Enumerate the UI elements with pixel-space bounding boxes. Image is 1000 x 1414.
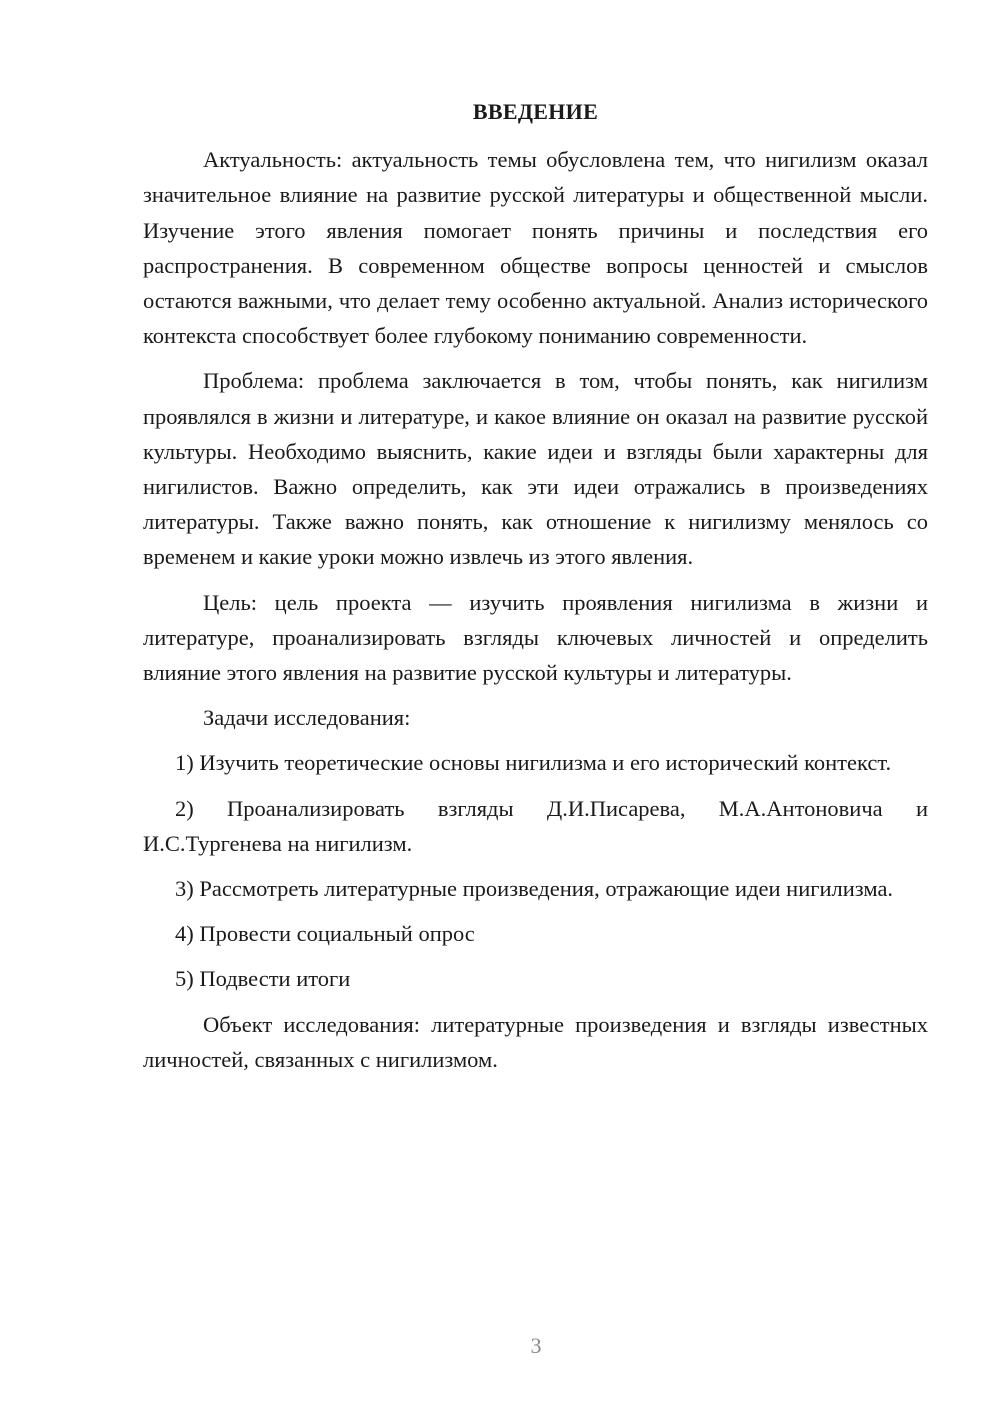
tasks-heading: Задачи исследования: xyxy=(203,705,411,731)
object-paragraph: Объект исследования: литературные произведения и взгляды известных личностей, связанных с нигилизмом. xyxy=(143,1011,928,1072)
relevance-paragraph: Актуальность: актуальность темы обусловлена тем, что нигилизм оказал значительное влияние на развитие русской литературы и общественной мысли. Изучение этого явления помогает понять причины и последствия его распространения. В современном обществе вопросы ценностей и смыслов остаются важными, что делает тему особенно актуальной. Анализ исторического контекста способствует более глубокому пониманию современности. xyxy=(143,147,928,349)
page-number: 3 xyxy=(530,1333,542,1358)
task-item-5: 5) Подвести итоги xyxy=(175,966,351,992)
goal-paragraph: Цель: цель проекта — изучить проявления нигилизма в жизни и литературе, проанализировать взгляды ключевых личностей и определить влияние этого явления на развитие русской культуры и литературы. xyxy=(143,589,928,686)
page-title: ВВЕДЕНИЕ xyxy=(472,99,599,124)
task-item-4: 4) Провести социальный опрос xyxy=(175,921,475,947)
task-item-1: 1) Изучить теоретические основы нигилизма и его исторический контекст. xyxy=(175,750,892,776)
problem-paragraph: Проблема: проблема заключается в том, чтобы понять, как нигилизм проявлялся в жизни и литературе, и какое влияние он оказал на развитие русской культуры. Необходимо выяснить, какие идеи и взгляды были характерны для нигилистов. Важно определить, как эти идеи отражались в произведениях литературы. Также важно понять, как отношение к нигилизму менялось со временем и какие уроки можно извлечь из этого явления. xyxy=(143,368,928,570)
document-body xyxy=(143,94,928,1087)
task-item-2: 2) Проанализировать взгляды Д.И.Писарева, М.А.Антоновича и И.С.Тургенева на нигилизм. xyxy=(143,795,928,856)
task-item-3: 3) Рассмотреть литературные произведения, отражающие идеи нигилизма. xyxy=(175,876,894,902)
